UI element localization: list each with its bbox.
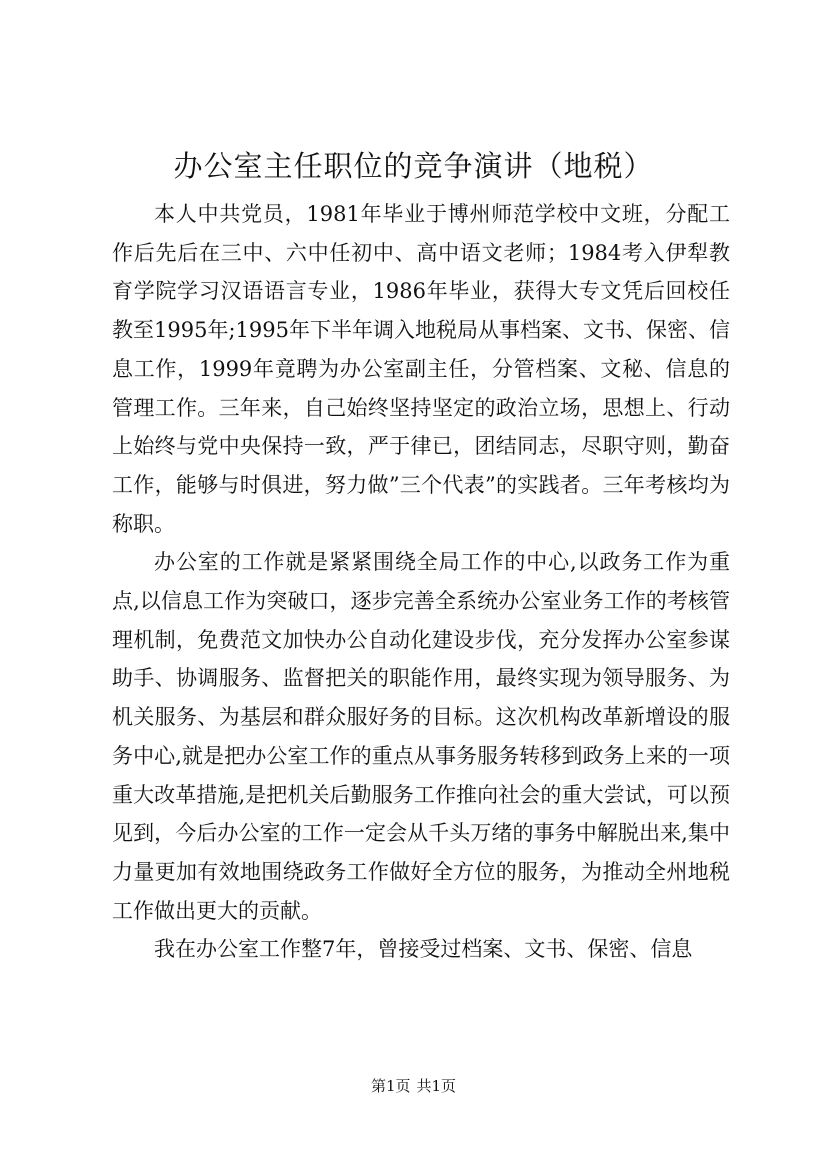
paragraph-3: 我在办公室工作整7年，曾接受过档案、文书、保密、信息: [154, 937, 693, 962]
page-number: 第1页: [370, 1077, 411, 1095]
document-title: 办公室主任职位的竞争演讲（地税）: [173, 149, 654, 183]
paragraph-2: 办公室的工作就是紧紧围绕全局工作的中心,以政务工作为重点,以信息工作为突破口，逐步完善全系统办公室业务工作的考核管理机制，免费范文加快办公自动化建设步伐，充分发挥办公室参谋助手、协调服务、监督把关的职能作用，最终实现为领导服务、为机关服务、为基层和群众服好务的目标。这次机构改革新增设的服务中心,就是把办公室工作的重点从事务服务转移到政务上来的一项重大改革措施,是把机关后勤服务工作推向社会的重大尝试，可以预见到，今后办公室的工作一定会从千头万绪的事务中解脱出来,集中力量更加有效地围绕政务工作做好全方位的服务，为推动全州地税工作做出更大的贡献。: [112, 550, 730, 923]
page-footer: [0, 1076, 827, 1096]
document-body: [112, 195, 730, 969]
paragraph-1: 本人中共党员，1981年毕业于博州师范学校中文班，分配工作后先后在三中、六中任初中、高中语文老师；1984考入伊犁教育学院学习汉语语言专业，1986年毕业，获得大专文凭后回校任教至1995年;1995年下半年调入地税局从事档案、文书、保密、信息工作，1999年竟聘为办公室副主任，分管档案、文秘、信息的管理工作。三年来，自己始终坚持坚定的政治立场，思想上、行动上始终与党中央保持一致，严于律已，团结同志，尽职守则，勤奋工作，能够与时俱进，努力做”三个代表”的实践者。三年考核均为称职。: [112, 202, 730, 536]
page-total: 共1页: [416, 1077, 457, 1095]
